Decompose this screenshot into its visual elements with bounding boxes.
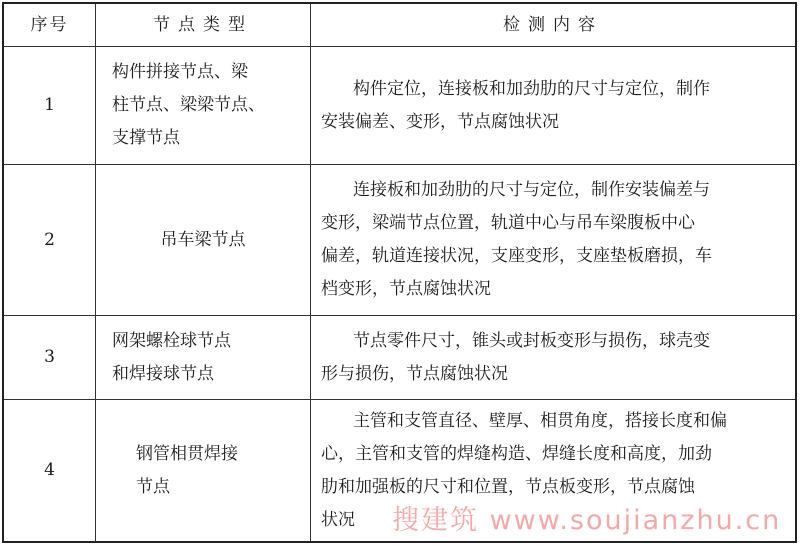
table-row (4, 47, 795, 165)
row-no: 2 (4, 165, 96, 315)
row-no: 1 (4, 47, 96, 164)
table-header-row (4, 4, 795, 47)
row-inspection-content: 主管和支管直径、壁厚、相贯角度，搭接长度和偏 心，主管和支管的焊缝构造、焊缝长度和高度，加劲 肋和加强板的尺寸和位置，节点板变形，节点腐蚀 状况 (321, 410, 727, 530)
inspection-table (2, 2, 797, 543)
row-node-type: 网架螺栓球节点 和焊接球节点 (96, 316, 311, 399)
row-no: 3 (4, 316, 96, 399)
table-row (4, 165, 795, 316)
header-node-type: 节点类型 (96, 4, 311, 46)
header-inspection-content: 检测内容 (503, 14, 603, 35)
row-inspection-content: 连接板和加劲肋的尺寸与定位，制作安装偏差与 变形，梁端节点位置，轨道中心与吊车梁腹板中心 偏差，轨道连接状况，支座变形，支座垫板磨损，车 档变形，节点腐蚀状况 (321, 180, 712, 299)
table-row (4, 316, 795, 400)
row-node-type: 钢管相贯焊接 节点 (96, 400, 311, 541)
watermark: 搜建筑 www.soujianzhu.cn (392, 505, 782, 536)
row-node-type: 吊车梁节点 (96, 165, 311, 315)
header-no: 序号 (4, 4, 96, 46)
row-node-type: 构件拼接节点、梁 柱节点、梁梁节点、 支撑节点 (96, 47, 311, 164)
row-no: 4 (4, 400, 96, 541)
row-inspection-content: 节点零件尺寸，锥头或封板变形与损伤，球壳变 形与损伤，节点腐蚀状况 (321, 330, 710, 384)
row-inspection-content: 构件定位，连接板和加劲肋的尺寸与定位，制作 安装偏差、变形，节点腐蚀状况 (321, 78, 710, 132)
